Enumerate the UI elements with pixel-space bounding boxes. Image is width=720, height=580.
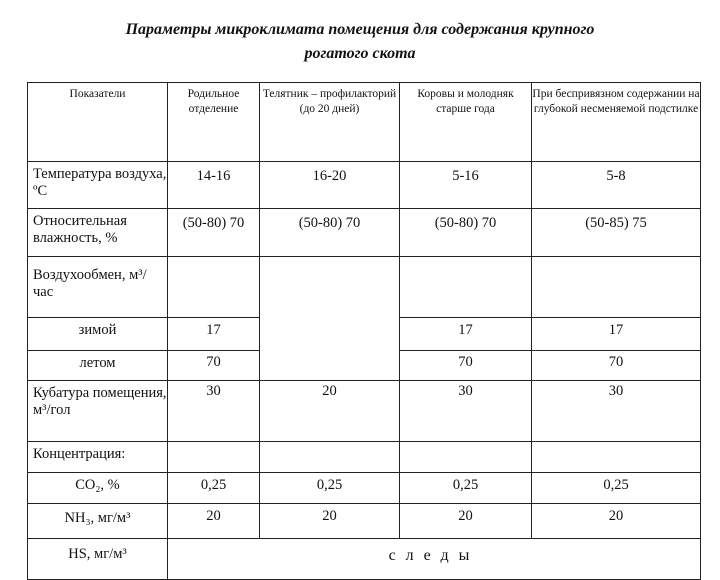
- table-cell: 20: [168, 504, 260, 539]
- header-row: [28, 83, 701, 162]
- table-cell: [260, 442, 400, 473]
- header-indicator: Показатели: [28, 83, 168, 162]
- table-row: [28, 442, 701, 473]
- row-label-humidity: Относительная влажность, %: [28, 209, 168, 257]
- table-cell: 17: [400, 318, 532, 351]
- row-label-summer: летом: [28, 351, 168, 381]
- header-maternity: Родильное отделение: [168, 83, 260, 162]
- table-row: [28, 504, 701, 539]
- table-cell: 17: [532, 318, 701, 351]
- table-cell: 16-20: [260, 162, 400, 209]
- table-cell: [400, 257, 532, 318]
- row-label-cubature: Кубатура помещения, м³/гол: [28, 381, 168, 442]
- table-cell: 70: [168, 351, 260, 381]
- table-row: [28, 257, 701, 318]
- title-line-2: рогатого скота: [304, 45, 416, 62]
- table-row: [28, 162, 701, 209]
- table-cell: 0,25: [260, 473, 400, 504]
- table-cell: (50-80) 70: [400, 209, 532, 257]
- header-cows: Коровы и молодняк старше года: [400, 83, 532, 162]
- table-cell: [260, 257, 400, 381]
- row-label-co2: СО₂, %: [28, 473, 168, 504]
- row-label-air-exchange: Воздухообмен, м³/ час: [28, 257, 168, 318]
- table-cell: 20: [260, 504, 400, 539]
- table-cell: [532, 257, 701, 318]
- table-cell: 0,25: [532, 473, 701, 504]
- table-cell: 30: [532, 381, 701, 442]
- row-label-nh3: NH₃, мг/м³: [28, 504, 168, 539]
- table-cell: 5-8: [532, 162, 701, 209]
- table-cell: 17: [168, 318, 260, 351]
- table-cell: 5-16: [400, 162, 532, 209]
- table-cell: 70: [400, 351, 532, 381]
- row-label-temperature: Температура воздуха, ºС: [28, 162, 168, 209]
- table-cell: 20: [532, 504, 701, 539]
- row-label-concentration: Концентрация:: [28, 442, 168, 473]
- table-cell: 70: [532, 351, 701, 381]
- table-cell: (50-85) 75: [532, 209, 701, 257]
- table-cell: 30: [400, 381, 532, 442]
- table-cell: 0,25: [400, 473, 532, 504]
- table-cell: (50-80) 70: [168, 209, 260, 257]
- table-cell: [168, 442, 260, 473]
- table-cell: [532, 442, 701, 473]
- header-loose-housing: При беспривязном содержании на глубокой несменяемой подстилке: [532, 83, 701, 162]
- table-cell: (50-80) 70: [260, 209, 400, 257]
- header-calf-house: Телятник – профилакторий (до 20 дней): [260, 83, 400, 162]
- table-cell: 14-16: [168, 162, 260, 209]
- table-row: [28, 539, 701, 580]
- table-row: [28, 209, 701, 257]
- table-cell: 20: [260, 381, 400, 442]
- table-cell: 20: [400, 504, 532, 539]
- traces-cell: следы: [168, 539, 701, 580]
- table-row: [28, 473, 701, 504]
- row-label-hs: HS, мг/м³: [28, 539, 168, 580]
- table-cell: [400, 442, 532, 473]
- microclimate-table: [27, 82, 701, 580]
- table-cell: 0,25: [168, 473, 260, 504]
- table-row: [28, 381, 701, 442]
- document-title: [0, 18, 720, 66]
- table-cell: 30: [168, 381, 260, 442]
- table-cell: [168, 257, 260, 318]
- row-label-winter: зимой: [28, 318, 168, 351]
- title-line-1: Параметры микроклимата помещения для содержания крупного: [125, 21, 595, 38]
